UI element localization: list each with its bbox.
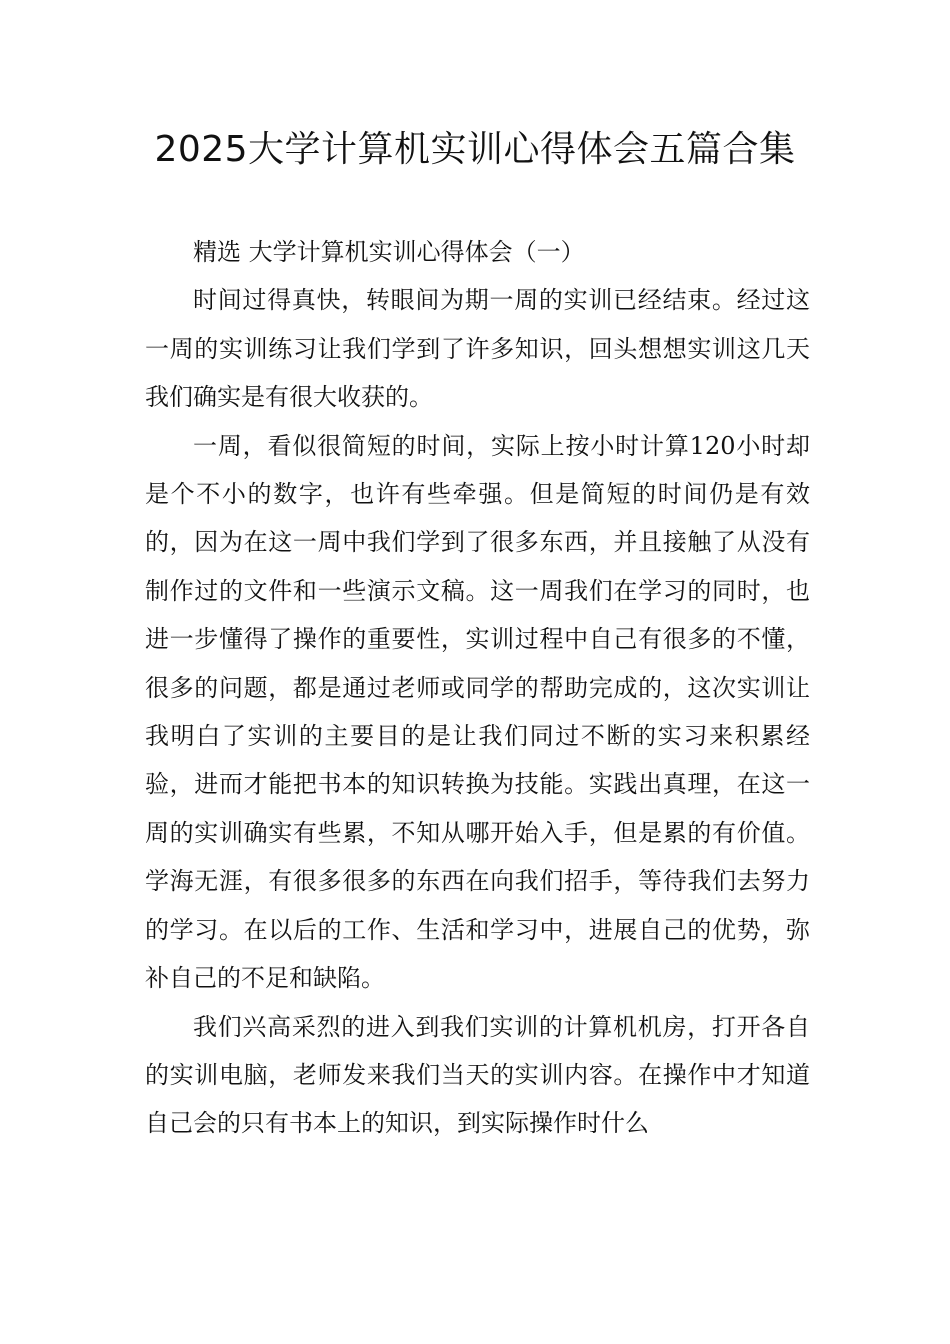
- paragraph: 时间过得真快，转眼间为期一周的实训已经结束。经过这一周的实训练习让我们学到了许多知识，回头想想实训这几天我们确实是有很大收获的。: [145, 286, 810, 412]
- document-body: [145, 228, 810, 1148]
- section-heading: 精选 大学计算机实训心得体会（一）: [193, 238, 585, 266]
- document-title: 2025大学计算机实训心得体会五篇合集: [154, 129, 796, 170]
- paragraph: 我们兴高采烈的进入到我们实训的计算机机房，打开各自的实训电脑，老师发来我们当天的实训内容。在操作中才知道自己会的只有书本上的知识，到实际操作时什么: [145, 1012, 810, 1138]
- paragraph: 一周，看似很简短的时间，实际上按小时计算120小时却是个不小的数字，也许有些牵强。但是简短的时间仍是有效的，因为在这一周中我们学到了很多东西，并且接触了从没有制作过的文件和一些演示文稿。这一周我们在学习的同时，也进一步懂得了操作的重要性，实训过程中自己有很多的不懂，很多的问题，都是通过老师或同学的帮助完成的，这次实训让我明白了实训的主要目的是让我们同过不断的实习来积累经验，进而才能把书本的知识转换为技能。实践出真理，在这一周的实训确实有些累，不知从哪开始入手，但是累的有价值。学海无涯，有很多很多的东西在向我们招手，等待我们去努力的学习。在以后的工作、生活和学习中，进展自己的优势，弥补自己的不足和缺陷。: [145, 431, 810, 993]
